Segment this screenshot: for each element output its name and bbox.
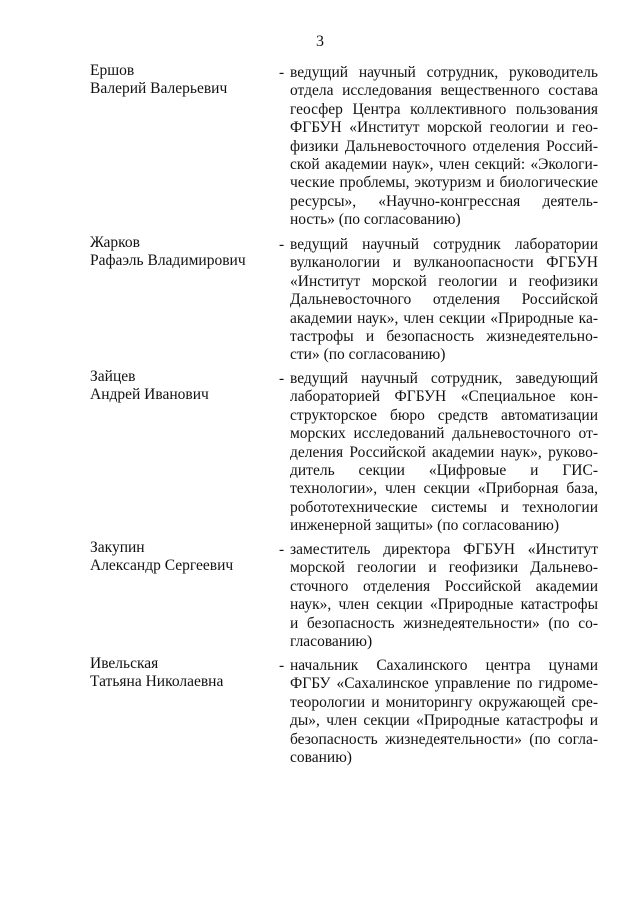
description-line: дитель секции «Цифровые и ГИС- (290, 462, 598, 480)
description-line: отдела исследования вещественного состава (290, 82, 598, 100)
description-line: гласованию) (290, 633, 373, 651)
member-name (90, 655, 275, 691)
description-line: Дальневосточного отделения Российской (290, 291, 598, 309)
dash-separator: - (279, 370, 285, 387)
member-name (90, 62, 275, 98)
description-line: ведущий научный сотрудник лаборатории (290, 236, 598, 253)
member-given-names: Александр Сергеевич (90, 557, 234, 574)
description-line: морской геологии и геофизики Дальнево- (290, 559, 598, 577)
description-line: ческие проблемы, экотуризм и биологические (290, 174, 598, 192)
member-surname: Ершов (90, 62, 135, 79)
description-line: морских исследований дальневосточного от- (290, 425, 598, 443)
member-description (290, 541, 598, 651)
description-line: сточного отделения Российской академии (290, 577, 598, 595)
description-line: «Институт морской геологии и геофизики (290, 272, 598, 290)
dash-separator: - (279, 657, 285, 674)
dash-separator: - (279, 541, 285, 558)
member-given-names: Рафаэль Владимирович (90, 252, 246, 269)
description-line: ФГБУ «Сахалинское управление по гидроме- (290, 675, 598, 693)
member-description (290, 64, 598, 230)
member-name (90, 539, 275, 575)
description-line: академии наук», член секции «Природные ка- (290, 309, 598, 327)
description-line: и безопасность жизнедеятельности» (по со- (290, 614, 598, 632)
dash-separator: - (279, 64, 285, 81)
member-given-names: Валерий Валерьевич (90, 80, 228, 97)
description-line: инженерной защиты» (по согласованию) (290, 517, 560, 535)
member-given-names: Андрей Иванович (90, 386, 209, 403)
member-description (290, 370, 598, 536)
member-name (90, 234, 275, 270)
description-line: вулканологии и вулканоопасности ФГБУН (290, 254, 598, 272)
member-given-names: Татьяна Николаевна (90, 673, 224, 690)
description-line: деления Российской академии наук», руково- (290, 443, 598, 461)
description-line: теорологии и мониторингу окружающей сре- (290, 693, 598, 711)
member-surname: Зайцев (90, 368, 136, 385)
member-name (90, 368, 275, 404)
description-line: ресурсы», «Научно-конгрессная деятель- (290, 192, 598, 210)
description-line: наук», член секции «Природные катастрофы (290, 596, 598, 614)
description-line: ведущий научный сотрудник, заведующий (290, 370, 598, 387)
member-description (290, 657, 598, 767)
description-line: ды», член секции «Природные катастрофы и (290, 712, 598, 730)
description-line: безопасность жизнедеятельности» (по согла- (290, 730, 598, 748)
description-line: структорское бюро средств автоматизации (290, 406, 598, 424)
description-line: сти» (по согласованию) (290, 346, 446, 364)
dash-separator: - (279, 236, 285, 253)
description-line: геосфер Центра коллективного пользования (290, 100, 598, 118)
description-line: ведущий научный сотрудник, руководитель (290, 64, 598, 81)
description-line: тастрофы и безопасность жизнедеятельно- (290, 328, 598, 346)
description-line: физики Дальневосточного отделения Россий- (290, 137, 598, 155)
description-line: лабораторией ФГБУН «Специальное кон- (290, 388, 598, 406)
description-line: ФГБУН «Институт морской геологии и гео- (290, 119, 598, 137)
description-line: заместитель директора ФГБУН «Институт (290, 541, 598, 558)
page-number: 3 (316, 33, 324, 50)
description-line: ность» (по согласованию) (290, 211, 461, 229)
description-line: робототехнические системы и технологии (290, 498, 598, 516)
member-surname: Закупин (90, 539, 145, 556)
member-description (290, 236, 598, 365)
description-line: технологии», член секции «Приборная база, (290, 480, 598, 498)
description-line: ской академии наук», член секций: «Экологи- (290, 156, 598, 174)
description-line: сованию) (290, 749, 352, 767)
member-surname: Ивельская (90, 655, 159, 672)
description-line: начальник Сахалинского центра цунами (290, 657, 598, 674)
member-surname: Жарков (90, 234, 140, 251)
